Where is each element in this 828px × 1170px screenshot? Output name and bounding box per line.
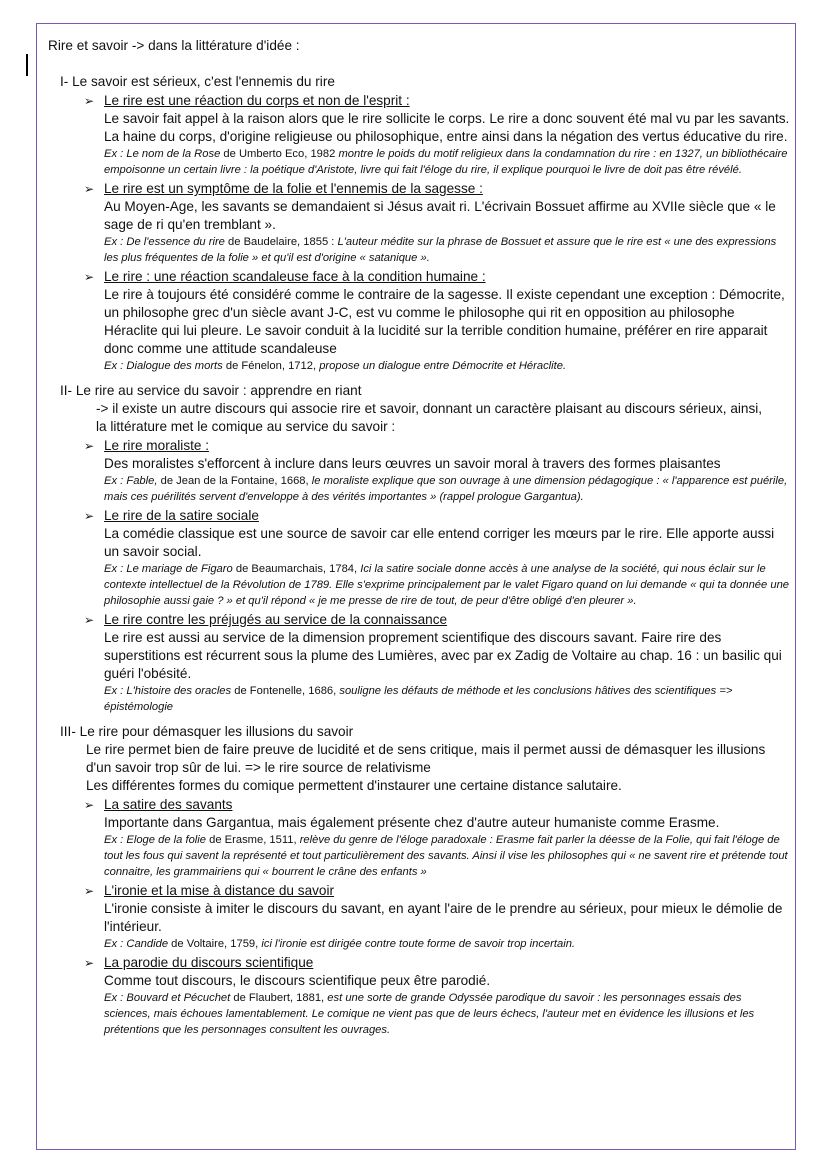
part-heading: II- Le rire au service du savoir : apprendre en riant bbox=[60, 383, 362, 398]
arrow-bullet-icon: ➢ bbox=[84, 613, 95, 627]
item-body: Le rire est aussi au service de la dimension proprement scientifique des discours savant. Faire rire des superstitions est récurrent sous la plume des Lumières, avec par ex Zadig de Voltaire au chap. 16 : un basilic qui guéri l'obésité. bbox=[104, 630, 782, 681]
item-heading: La satire des savants bbox=[104, 797, 233, 812]
list-item bbox=[84, 507, 790, 609]
document-body bbox=[48, 38, 790, 1046]
arrow-bullet-icon: ➢ bbox=[84, 956, 95, 970]
item-example: Ex : L'histoire des oracles de Fontenelle, 1686, souligne les défauts de méthode et les conclusions hâtives des scientifiques => épistémologie bbox=[104, 685, 733, 713]
item-heading: Le rire est un symptôme de la folie et l'ennemis de la sagesse : bbox=[104, 181, 483, 196]
part-intro: la littérature met le comique au service du savoir : bbox=[96, 419, 396, 434]
part-2 bbox=[48, 382, 790, 715]
part-heading: I- Le savoir est sérieux, c'est l'ennemis du rire bbox=[60, 74, 335, 89]
part-intro: -> il existe un autre discours qui associe rire et savoir, donnant un caractère plaisant au discours sérieux, ainsi, bbox=[96, 401, 763, 416]
item-example: Ex : Le mariage de Figaro de Beaumarchais, 1784, Ici la satire sociale donne accès à une analyse de la société, qui nous éclair sur le contexte intellectuel de la Révolution de 1789. Elle s'exprime principalement par le valet Figaro quand on lui demande « qui ta donnée une philosophie aussi gaie ? » et qu'il répond « je me presse de rire de tout, de peur d'être obligé d'en pleurer ». bbox=[104, 563, 790, 607]
item-heading: Le rire contre les préjugés au service de la connaissance bbox=[104, 612, 448, 627]
arrow-bullet-icon: ➢ bbox=[84, 182, 95, 196]
item-example: Ex : Bouvard et Pécuchet de Flaubert, 1881, est une sorte de grande Odyssée parodique du savoir : les personnages essais des sciences, mais échoues lamentablement. Le comique ne vient pas que de leurs échecs, l'auteur met en évidence les illusions et les prétentions que les personnages consultent les ouvrages. bbox=[104, 992, 755, 1036]
part-3 bbox=[48, 723, 790, 1038]
item-example: Ex : Fable, de Jean de la Fontaine, 1668, le moraliste explique que son ouvrage à une dimension pédagogique : « l'apparence est puérile, mais ces puérilités servent d'enveloppe à des vérités importantes » (rappel prologue Gargantua). bbox=[104, 475, 788, 503]
item-body: Des moralistes s'efforcent à inclure dans leurs œuvres un savoir moral à travers des formes plaisantes bbox=[104, 456, 721, 471]
item-example: Ex : Candide de Voltaire, 1759, ici l'ironie est dirigée contre toute forme de savoir trop incertain. bbox=[104, 938, 576, 950]
item-body: Au Moyen-Age, les savants se demandaient si Jésus avait ri. L'écrivain Bossuet affirme au XVIIe siècle que « le sage de ri qu'en tremblant ». bbox=[104, 199, 776, 232]
item-body: L'ironie consiste à imiter le discours du savant, en ayant l'aire de le prendre au sérieux, pour mieux le démolie de l'intérieur. bbox=[104, 901, 783, 934]
item-body: Comme tout discours, le discours scientifique peux être parodié. bbox=[104, 973, 491, 988]
arrow-bullet-icon: ➢ bbox=[84, 884, 95, 898]
list-item bbox=[84, 954, 790, 1038]
list-item bbox=[84, 611, 790, 715]
text-cursor bbox=[26, 54, 28, 76]
arrow-bullet-icon: ➢ bbox=[84, 270, 95, 284]
arrow-bullet-icon: ➢ bbox=[84, 94, 95, 108]
item-example: Ex : Eloge de la folie de Erasme, 1511, relève du genre de l'éloge paradoxale : Erasme fait parler la déesse de la Folie, qui fait l'éloge de tout les fous qui savent la représenté et tout particulièrement des savants. Ainsi il vise les philosophes qui « ne savent rire et prétende tout connaitre, les grammairiens qui « bourrent le crâne des enfants » bbox=[104, 834, 788, 878]
list-item bbox=[84, 180, 790, 266]
arrow-bullet-icon: ➢ bbox=[84, 798, 95, 812]
list-item bbox=[84, 796, 790, 880]
list-item bbox=[84, 92, 790, 178]
item-heading: La parodie du discours scientifique bbox=[104, 955, 314, 970]
arrow-bullet-icon: ➢ bbox=[84, 439, 95, 453]
item-heading: Le rire moraliste : bbox=[104, 438, 210, 453]
item-body: Le savoir fait appel à la raison alors que le rire sollicite le corps. Le rire a donc souvent été mal vu par les savants. La haine du corps, d'origine religieuse ou philosophique, entre ainsi dans la négation des vertus éducative du rire. bbox=[104, 111, 790, 144]
list-item bbox=[84, 882, 790, 952]
item-body: Le rire à toujours été considéré comme le contraire de la sagesse. Il existe cependant une exception : Démocrite, un philosophe grec d'un siècle avant J-C, est vu comme le philosophe qui rit en opposition au philosophe Héraclite qui lui pleure. Le savoir conduit à la lucidité sur la terrible condition humaine, préférer en rire apparait donc comme une attitude scandaleuse bbox=[104, 287, 785, 356]
item-body: La comédie classique est une source de savoir car elle entend corriger les mœurs par le rire. Elle apporte aussi un savoir social. bbox=[104, 526, 775, 559]
item-heading: Le rire de la satire sociale bbox=[104, 508, 259, 523]
item-example: Ex : Dialogue des morts de Fénelon, 1712, propose un dialogue entre Démocrite et Héraclite. bbox=[104, 360, 567, 372]
list-item bbox=[84, 437, 790, 505]
item-example: Ex : Le nom de la Rose de Umberto Eco, 1982 montre le poids du motif religieux dans la condamnation du rire : en 1327, un bibliothécaire empoisonne un certain livre : la poétique d'Aristote, livre qui fait l'éloge du rire, il explique pourquoi le livre de doit pas être révélé. bbox=[104, 148, 788, 176]
part-1 bbox=[48, 73, 790, 374]
part-intro: Les différentes formes du comique permettent d'instaurer une certaine distance salutaire. bbox=[86, 778, 622, 793]
arrow-bullet-icon: ➢ bbox=[84, 509, 95, 523]
item-body: Importante dans Gargantua, mais également présente chez d'autre auteur humaniste comme Erasme. bbox=[104, 815, 720, 830]
document-title: Rire et savoir -> dans la littérature d'idée : bbox=[48, 38, 300, 53]
item-heading: Le rire : une réaction scandaleuse face à la condition humaine : bbox=[104, 269, 486, 284]
item-heading: L'ironie et la mise à distance du savoir bbox=[104, 883, 335, 898]
part-intro: Le rire permet bien de faire preuve de lucidité et de sens critique, mais il permet aussi de démasquer les illusions d'un savoir trop sûr de lui. => le rire source de relativisme bbox=[86, 742, 766, 775]
item-example: Ex : De l'essence du rire de Baudelaire, 1855 : L'auteur médite sur la phrase de Bossuet et assure que le rire est « une des expressions les plus fréquentes de la folie » et qu'il est d'origine « satanique ». bbox=[104, 236, 777, 264]
part-heading: III- Le rire pour démasquer les illusions du savoir bbox=[60, 724, 354, 739]
list-item bbox=[84, 268, 790, 374]
item-heading: Le rire est une réaction du corps et non de l'esprit : bbox=[104, 93, 410, 108]
